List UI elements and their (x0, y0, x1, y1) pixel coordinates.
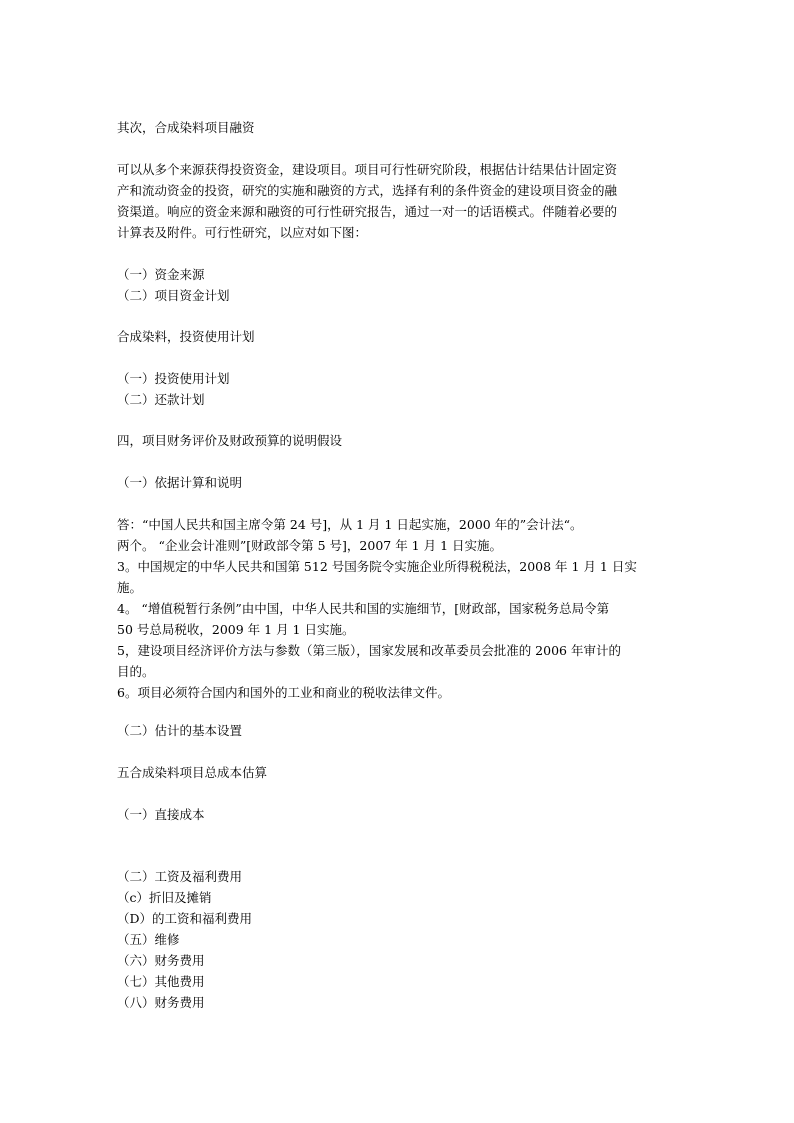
list-item: （八）财务费用 (117, 995, 205, 1010)
list-item: （二）工资及福利费用 (117, 869, 243, 884)
basis-line: 50 号总局税收，2009 年 1 月 1 日实施。 (117, 622, 355, 637)
list-item-repayment: （二）还款计划 (117, 392, 205, 407)
list-item: （六）财务费用 (117, 953, 205, 968)
basis-line: 6。项目必须符合国内和国外的工业和商业的税收法律文件。 (117, 685, 450, 700)
list-item: （D）的工资和福利费用 (117, 911, 253, 926)
basis-line: 施。 (117, 580, 143, 595)
intro-line: 产和流动资金的投资，研究的实施和融资的方式，选择有利的条件资金的建设项目资金的融 (117, 183, 618, 198)
intro-line: 计算表及附件。可行性研究，以应对如下图： (117, 225, 368, 240)
subheading-basis: （一）依据计算和说明 (117, 475, 243, 490)
basis-paragraph (117, 514, 677, 703)
intro-paragraph (117, 159, 677, 243)
section-heading-investment-plan: 合成染料，投资使用计划 (117, 329, 255, 344)
cost-items-list (117, 866, 677, 1013)
list-item: （七）其他费用 (117, 974, 205, 989)
intro-line: 资渠道。响应的资金来源和融资的可行性研究报告，通过一对一的话语模式。伴随着必要的 (117, 204, 618, 219)
list-item-funding-plan: （二）项目资金计划 (117, 288, 230, 303)
section-heading-financing: 其次，合成染料项目融资 (117, 120, 255, 135)
basis-line: 答：“中国人民共和国主席令第 24 号]，从 1 月 1 日起实施，2000 年的”会计法“。 (117, 517, 583, 532)
intro-line: 可以从多个来源获得投资资金，建设项目。项目可行性研究阶段，根据估计结果估计固定资 (117, 162, 618, 177)
basis-line: 5，建设项目经济评价方法与参数（第三版），国家发展和改革委员会批准的 2006 年审计的 (117, 643, 621, 658)
list-item-investment-use: （一）投资使用计划 (117, 371, 230, 386)
basis-line: 3。中国规定的中华人民共和国第 512 号国务院令实施企业所得税税法，2008 年 1 月 1 日实 (117, 559, 637, 574)
subheading-direct-cost: （一）直接成本 (117, 807, 205, 822)
subheading-basic-settings: （二）估计的基本设置 (117, 723, 243, 738)
basis-line: 目的。 (117, 664, 155, 679)
basis-line: 两个。 “企业会计准则”[财政部令第 5 号]，2007 年 1 月 1 日实施。 (117, 538, 502, 553)
list-item: （c）折旧及摊销 (117, 890, 212, 905)
basis-line: 4。 “增值税暂行条例”由中国，中华人民共和国的实施细节，[财政部，国家税务总局令第 (117, 601, 610, 616)
section-heading-financial-evaluation: 四，项目财务评价及财政预算的说明假设 (117, 433, 343, 448)
list-item-funding-source: （一）资金来源 (117, 267, 205, 282)
list-item: （五）维修 (117, 932, 180, 947)
section-heading-total-cost: 五合成染料项目总成本估算 (117, 765, 268, 780)
